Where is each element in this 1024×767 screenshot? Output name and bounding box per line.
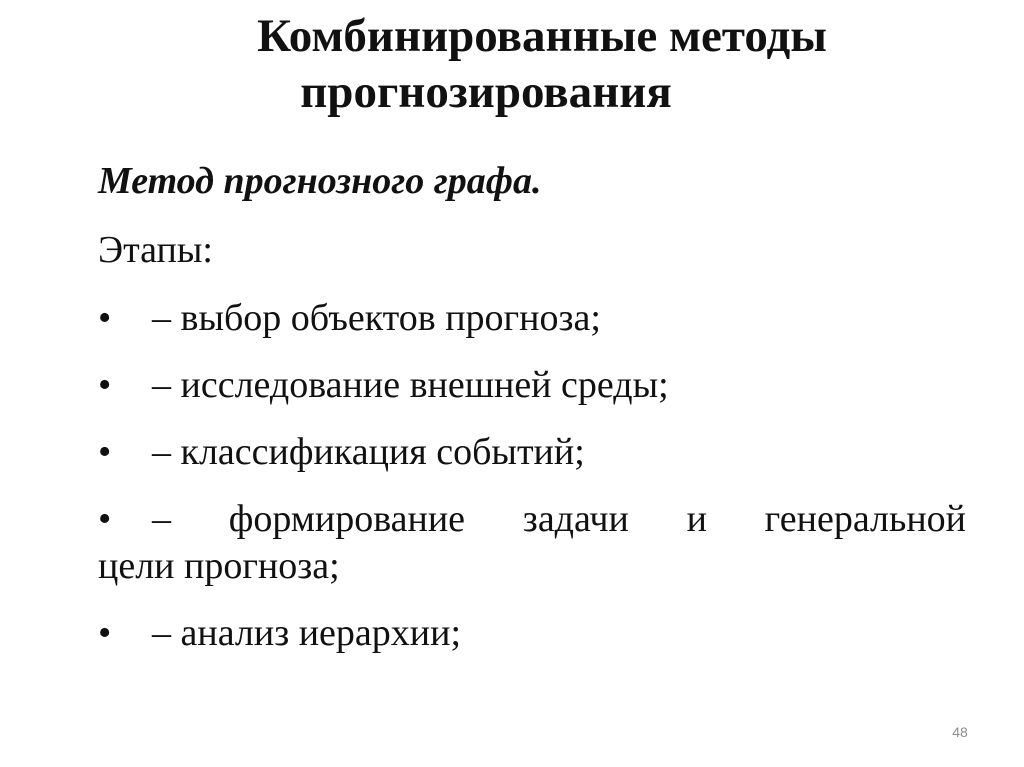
list-item-text-continuation: цели прогноза; — [98, 545, 340, 587]
bullet-icon: • — [98, 431, 112, 473]
list-item-text: – анализ иерархии; — [152, 612, 462, 654]
list-item-text: – классификация событий; — [152, 431, 585, 473]
method-heading: Метод прогнозного графа. — [98, 160, 542, 202]
bullet-icon: • — [98, 297, 112, 339]
list-item — [98, 295, 966, 342]
bullet-icon: • — [98, 498, 112, 540]
bullet-icon: • — [98, 364, 112, 406]
stages-label: Этапы: — [98, 229, 213, 271]
bullet-icon: • — [98, 612, 112, 654]
slide-title — [0, 8, 1024, 120]
slide-title-line-2: прогнозирования — [300, 66, 672, 118]
slide-body — [98, 158, 966, 677]
list-item — [98, 429, 966, 476]
stages-list — [98, 295, 966, 657]
list-item-text: – исследование внешней среды; — [152, 364, 669, 406]
list-item — [98, 362, 966, 409]
slide-title-line-1: Комбинированные методы — [257, 10, 827, 62]
list-item-text: – выбор объектов прогноза; — [152, 297, 601, 339]
list-item — [98, 496, 966, 590]
list-item-text: – формирование задачи и генеральной — [152, 498, 966, 540]
list-item — [98, 610, 966, 657]
page-number: 48 — [952, 724, 968, 740]
